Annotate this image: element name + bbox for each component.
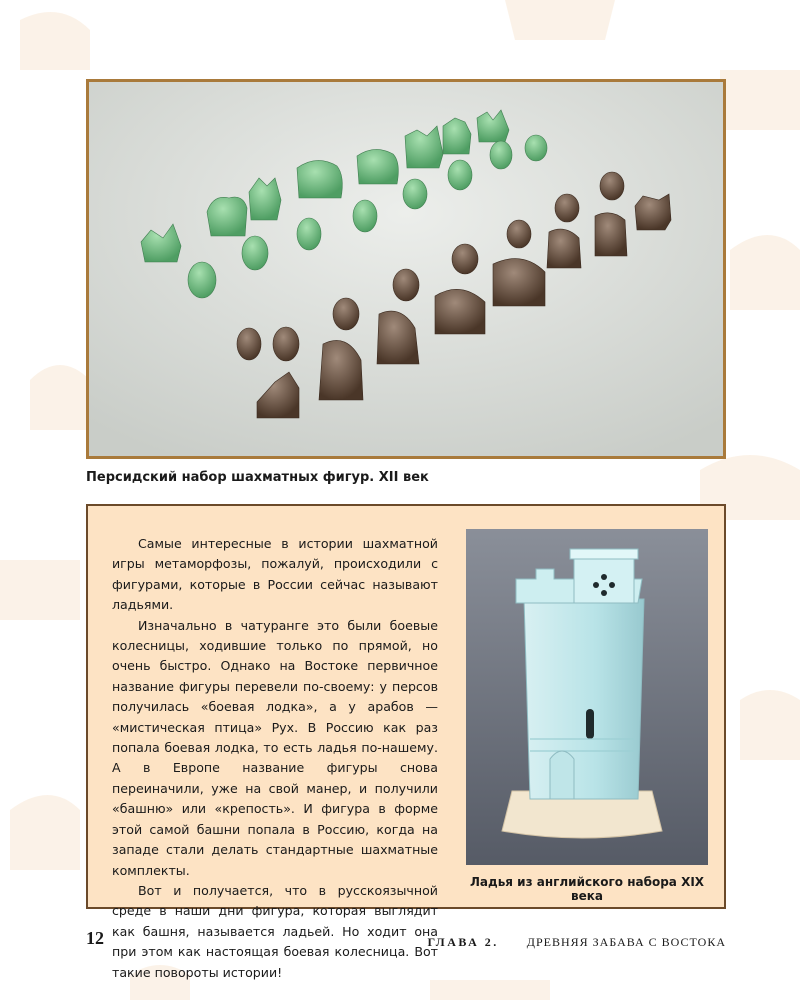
paragraph: Изначально в чатуранге это были боевые колесницы, ходившие только по прямой, но очень быстро. Однако на Востоке первичное название фигуры перевели по-своему: у персов получилась «боевая лодка», а у арабов — «мистическая птица» Рух. В Россию как раз попала боевая лодка, то есть ладья по-нашему. А в Европе название фигуры снова переиначили, уже на свой манер, и получили «башню» или «крепость». И фигура в форме этой самой башни попала в Россию, когда на западе стали делать стандартные шахматные комплекты. (112, 617, 438, 878)
paragraph: Самые интересные в истории шахматной игры метаморфозы, пожалуй, происходили с фигурами, которые в России сейчас называют ладьями. (112, 536, 438, 613)
paragraph: Вот и получается, что в русскоязычной среде в наши дни фигура, которая выглядит как башня, называется ладьей. Но ходит она при этом как настоящая боевая колесница. Вот такие повороты истории! (112, 882, 438, 980)
chess-set-photo (86, 79, 726, 459)
chapter-title: ДРЕВНЯЯ ЗАБАВА С ВОСТОКА (526, 935, 726, 949)
rook-photo (466, 529, 708, 865)
figure-caption: Персидский набор шахматных фигур. XII век (86, 470, 429, 485)
rook-photo-caption: Ладья из английского набора XIX века (469, 875, 705, 903)
article-text (112, 534, 438, 983)
running-head (427, 935, 726, 950)
page-number: 12 (86, 928, 104, 948)
chapter-label: ГЛАВА 2. (427, 935, 499, 949)
